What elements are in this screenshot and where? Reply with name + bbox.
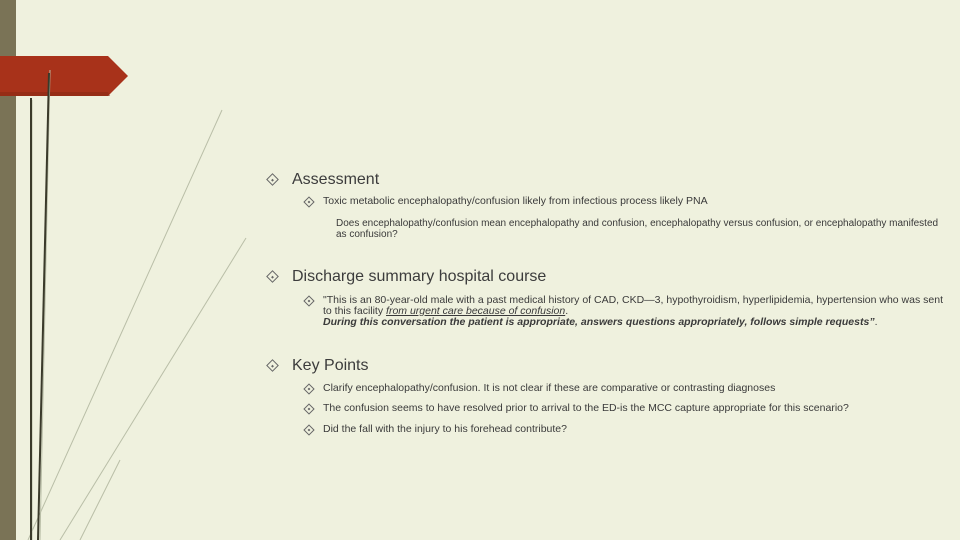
key-point-item: The confusion seems to have resolved prior to arrival to the ED-is the MCC capture appropriate for this scenario? bbox=[323, 402, 849, 414]
assessment-bullet: Toxic metabolic encephalopathy/confusion likely from infectious process likely PNA bbox=[323, 195, 708, 207]
key-point-item: Did the fall with the injury to his forehead contribute? bbox=[323, 423, 567, 435]
bullet-icon bbox=[303, 403, 314, 414]
assessment-subtext: Does encephalopathy/confusion mean encephalopathy and confusion, encephalopathy versus confusion, or encephalopathy manifested as confusion? bbox=[336, 218, 939, 240]
quote-bold-text: During this conversation the patient is appropriate, answers questions appropriately, follows simple requests” bbox=[323, 316, 875, 328]
bullet-icon bbox=[303, 424, 314, 435]
key-point-item: Clarify encephalopathy/confusion. It is not clear if these are comparative or contrasting diagnoses bbox=[323, 382, 776, 394]
heading-assessment: Assessment bbox=[292, 171, 380, 188]
quote-period: . bbox=[565, 305, 569, 317]
bullet-icon bbox=[266, 359, 279, 372]
heading-key-points: Key Points bbox=[292, 357, 369, 374]
bullet-icon bbox=[303, 383, 314, 394]
quote-underlined-text: from urgent care because of confusion bbox=[386, 305, 566, 317]
heading-discharge-summary: Discharge summary hospital course bbox=[292, 268, 547, 285]
discharge-quote bbox=[323, 295, 951, 328]
bullet-icon bbox=[303, 196, 314, 207]
quote-text: "This is an 80-year-old male with a past medical history of CAD, CKD—3, hypothyroidism, hyperlipidemia, hypertension who was sent to this facility bbox=[323, 294, 943, 317]
bullet-icon bbox=[266, 173, 279, 186]
bullet-icon bbox=[303, 295, 314, 306]
accent-arrow-tab bbox=[0, 56, 128, 96]
bullet-icon bbox=[266, 270, 279, 283]
quote-end: . bbox=[874, 316, 878, 328]
